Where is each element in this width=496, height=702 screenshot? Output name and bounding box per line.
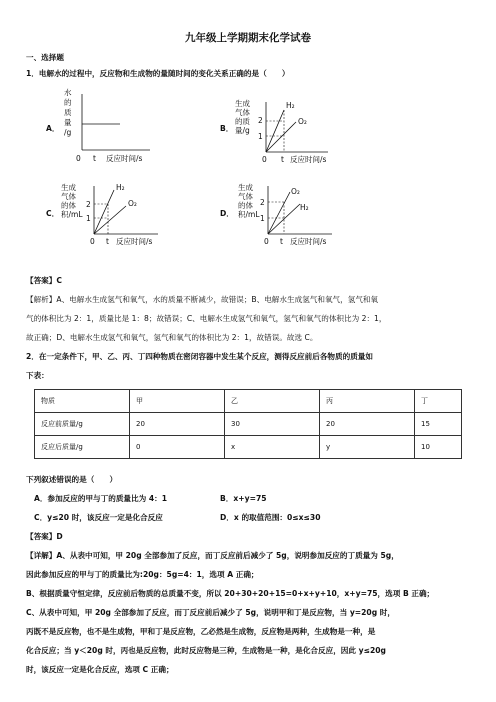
graph-d-xlabel: 反应时间/s bbox=[290, 237, 327, 246]
question-2-detail-line: 【详解】A、从表中可知，甲 20g 全部参加了反应，而丁反应前后减少了 5g，说明参加反应的丁质量为 5g， bbox=[26, 551, 399, 560]
graph-d-y2: 2 bbox=[260, 198, 265, 207]
graph-c-y2: 2 bbox=[86, 200, 91, 209]
graph-d-ylabel-3: 的体 bbox=[238, 201, 253, 210]
graph-a-ylabel-4: 量 bbox=[64, 118, 72, 127]
graph-c-t: t bbox=[106, 237, 109, 246]
table-cell: 20 bbox=[130, 413, 225, 436]
graph-b-series-1: H₂ bbox=[286, 101, 295, 110]
table-cell: 反应后质量/g bbox=[35, 436, 130, 459]
question-2-detail-line: 丙既不是反应物，也不是生成物，甲和丁是反应物，乙必然是生成物，反应物是两种，生成物是一种，是 bbox=[26, 627, 376, 636]
graph-d-origin: 0 bbox=[264, 237, 269, 246]
question-2-option-b: B．x+y=75 bbox=[220, 494, 267, 503]
graph-b-ylabel-4: 量/g bbox=[235, 126, 250, 135]
option-d-label: D． bbox=[220, 209, 234, 218]
table-cell: x bbox=[225, 436, 320, 459]
section-heading: 一、选择题 bbox=[26, 53, 64, 62]
question-1-analysis-line: 气的体积比为 2：1，质量比是 1：8；故错误；C、电解水生成氢气和氧气，氢气和氧气的体积比为 2：1， bbox=[26, 314, 387, 323]
graph-b-ylabel-1: 生成 bbox=[235, 99, 250, 108]
graph-a-ylabel-5: /g bbox=[64, 128, 72, 137]
table-header-cell: 丙 bbox=[320, 390, 415, 413]
graph-b bbox=[232, 96, 342, 172]
table-cell: y bbox=[320, 436, 415, 459]
graph-a-t: t bbox=[93, 154, 96, 163]
graph-d-t: t bbox=[280, 237, 283, 246]
graph-d-y1: 1 bbox=[260, 214, 265, 223]
graph-a bbox=[58, 86, 168, 176]
graph-c-ylabel-2: 气体 bbox=[61, 192, 76, 201]
graph-d bbox=[232, 180, 344, 254]
graph-c-ylabel-3: 的体 bbox=[61, 201, 76, 210]
graph-d-ylabel-4: 积/mL bbox=[238, 210, 260, 219]
graph-a-ylabel-1: 水 bbox=[64, 88, 72, 97]
graph-a-ylabel-3: 质 bbox=[64, 108, 72, 117]
table-header-cell: 丁 bbox=[415, 390, 462, 413]
table-cell: 10 bbox=[415, 436, 462, 459]
table-header-row bbox=[35, 390, 462, 413]
graph-b-xlabel: 反应时间/s bbox=[290, 155, 327, 164]
question-1-answer: 【答案】C bbox=[26, 276, 62, 285]
graph-d-series-1: O₂ bbox=[291, 187, 300, 196]
graph-a-xlabel: 反应时间/s bbox=[106, 154, 143, 163]
option-c-label: C． bbox=[46, 209, 60, 218]
graph-c-series-1: H₂ bbox=[116, 183, 125, 192]
option-b-label: B． bbox=[220, 124, 234, 133]
question-2-detail-line: 因此参加反应的甲与丁的质量比为:20g：5g=4：1，选项 A 正确； bbox=[26, 570, 259, 579]
question-2-option-a: A．参加反应的甲与丁的质量比为 4：1 bbox=[34, 494, 167, 503]
question-2-detail-line: 时，该反应一定是化合反应，选项 C 正确； bbox=[26, 665, 174, 674]
graph-d-ylabel-2: 气体 bbox=[238, 192, 253, 201]
question-2-answer: 【答案】D bbox=[26, 532, 63, 541]
graph-c bbox=[58, 180, 170, 254]
table-cell: 20 bbox=[320, 413, 415, 436]
graph-b-t: t bbox=[281, 155, 284, 164]
question-2-detail-line: B、根据质量守恒定律，反应前后物质的总质量不变，所以 20+30+20+15=0+x+y+10，x+y=75，选项 B 正确； bbox=[26, 589, 435, 598]
table-row bbox=[35, 436, 462, 459]
graph-c-origin: 0 bbox=[90, 237, 95, 246]
graph-a-origin: 0 bbox=[76, 154, 81, 163]
table-cell: 反应前质量/g bbox=[35, 413, 130, 436]
graph-d-series-2: H₂ bbox=[300, 203, 309, 212]
graph-c-xlabel: 反应时间/s bbox=[116, 237, 153, 246]
table-row bbox=[35, 413, 462, 436]
question-2-detail-line: 化合反应；当 y＜20g 时，丙也是反应物，此时反应物是三种，生成物是一种，是化合反应，因此 y≤20g bbox=[26, 646, 386, 655]
graph-c-series-2: O₂ bbox=[128, 199, 137, 208]
question-2-option-c: C．y≤20 时，该反应一定是化合反应 bbox=[34, 513, 163, 522]
graph-b-ylabel-2: 气体 bbox=[235, 108, 250, 117]
graph-a-ylabel-2: 的 bbox=[64, 98, 72, 107]
graph-d-ylabel-1: 生成 bbox=[238, 183, 253, 192]
graph-b-y1: 1 bbox=[258, 132, 263, 141]
table-header-cell: 乙 bbox=[225, 390, 320, 413]
question-1-analysis-line: 故正确；D、电解水生成氢气和氧气，氢气和氧气的体积比为 2：1，故错误。故选 C。 bbox=[26, 333, 318, 342]
question-1-analysis-line: 【解析】A、电解水生成氢气和氧气，水的质量不断减少，故错误；B、电解水生成氢气和氧气，氢气和氧 bbox=[26, 295, 379, 304]
graph-b-origin: 0 bbox=[262, 155, 267, 164]
question-2-option-d: D．x 的取值范围：0≤x≤30 bbox=[220, 513, 321, 522]
question-2-question: 下列叙述错误的是（ ） bbox=[26, 475, 118, 484]
question-2-stem: 2．在一定条件下，甲、乙、丙、丁四种物质在密闭容器中发生某个反应，测得反应前后各物质的质量如 bbox=[26, 352, 373, 361]
graph-c-ylabel-4: 积/mL bbox=[61, 210, 83, 219]
graph-b-series-2: O₂ bbox=[298, 117, 307, 126]
graph-c-ylabel-1: 生成 bbox=[61, 183, 76, 192]
table-cell: 30 bbox=[225, 413, 320, 436]
graph-b-y2: 2 bbox=[258, 116, 263, 125]
table-cell: 0 bbox=[130, 436, 225, 459]
mass-table bbox=[34, 389, 462, 459]
table-cell: 15 bbox=[415, 413, 462, 436]
question-2-stem-cont: 下表： bbox=[26, 371, 49, 380]
graph-c-y1: 1 bbox=[86, 214, 91, 223]
table-header-cell: 甲 bbox=[130, 390, 225, 413]
graph-b-ylabel-3: 的质 bbox=[235, 117, 250, 126]
question-2-detail-line: C、从表中可知，甲 20g 全部参加了反应，而丁反应前后减少了 5g，说明甲和丁是反应物，当 y=20g 时， bbox=[26, 608, 395, 617]
option-a-label: A． bbox=[46, 124, 60, 133]
question-1-stem: 1．电解水的过程中，反应物和生成物的量随时间的变化关系正确的是（ ） bbox=[26, 69, 290, 78]
page-title: 九年级上学期期末化学试卷 bbox=[185, 32, 311, 44]
table-header-cell: 物质 bbox=[35, 390, 130, 413]
